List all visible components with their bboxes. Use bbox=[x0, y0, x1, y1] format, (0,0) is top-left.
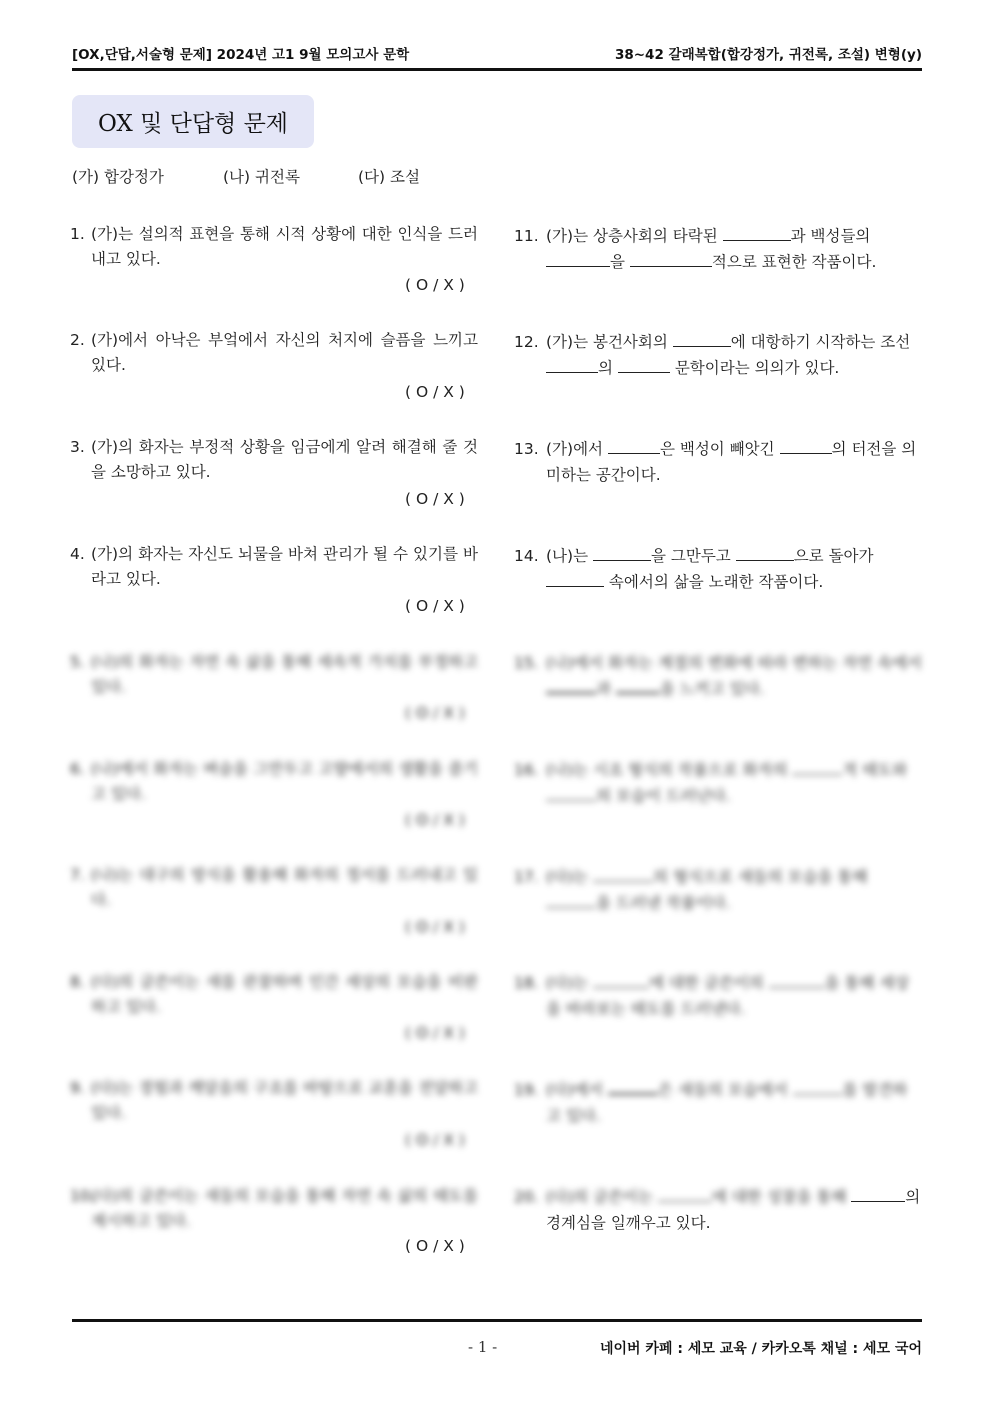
question-number: 16. bbox=[514, 761, 539, 779]
ox-mark-10[interactable]: ( O / X ) bbox=[405, 1237, 465, 1255]
ox-mark-4[interactable]: ( O / X ) bbox=[405, 597, 465, 615]
question-text: (다)는 에 대한 글쓴이의 을 통해 세상을 바라보는 태도를 드러낸다. bbox=[546, 974, 910, 1018]
answer-blank[interactable] bbox=[546, 372, 598, 373]
question-number: 4. bbox=[70, 545, 85, 563]
answer-blank[interactable] bbox=[546, 266, 610, 267]
ox-mark-5[interactable]: ( O / X ) bbox=[405, 704, 465, 722]
question-text: (다)의 글쓴이는 새들의 모습을 통해 자연 속 삶의 태도를 제시하고 있다. bbox=[91, 1187, 478, 1230]
question-text: (나)의 화자는 자연 속 삶을 통해 세속적 가치를 부정하고 있다. bbox=[91, 653, 478, 696]
question-text: (나)는 시조 형식의 작품으로 화자의 적 태도와 의 모습이 드러난다. bbox=[546, 761, 908, 805]
ox-mark-1[interactable]: ( O / X ) bbox=[405, 276, 465, 294]
header-right: 38~42 갈래복합(합강정가, 귀전록, 조설) 변형(y) bbox=[614, 47, 922, 63]
answer-blank[interactable] bbox=[780, 453, 832, 454]
question-text: (가)의 화자는 자신도 뇌물을 바쳐 관리가 될 수 있기를 바라고 있다. bbox=[91, 545, 478, 588]
question-text: (다)의 글쓴이는 새를 관찰하며 인간 세상의 모습을 비판하고 있다. bbox=[91, 973, 478, 1016]
answer-blank[interactable] bbox=[546, 907, 596, 908]
question-number: 19. bbox=[514, 1081, 539, 1099]
footer-text: 네이버 카페 : 세모 교육 / 카카오톡 채널 : 세모 국어 bbox=[599, 1341, 922, 1357]
question-number: 1. bbox=[70, 225, 85, 243]
question-text: (나)는 을 그만두고 으로 돌아가 속에서의 삶을 노래한 작품이다. bbox=[546, 547, 874, 591]
header-left: [OX,단답,서술형 문제] 2024년 고1 9월 모의고사 문학 bbox=[72, 47, 410, 63]
header-rule bbox=[72, 68, 922, 71]
question-text: (가)는 봉건사회의 에 대항하기 시작하는 조선 의 문학이라는 의의가 있다. bbox=[546, 333, 911, 377]
question-number: 2. bbox=[70, 331, 85, 349]
question-number: 8. bbox=[70, 973, 85, 991]
question-number: 11. bbox=[514, 227, 539, 245]
answer-blank[interactable] bbox=[630, 266, 712, 267]
answer-blank[interactable] bbox=[723, 240, 791, 241]
question-number: 9. bbox=[70, 1079, 85, 1097]
question-text: (가)에서 은 백성이 빼앗긴 의 터전을 의미하는 공간이다. bbox=[546, 440, 917, 484]
answer-blank[interactable] bbox=[608, 453, 660, 454]
question-text: (다)의 글쓴이는 에 대한 성찰을 통해 의 경계심을 일깨우고 있다. bbox=[546, 1188, 921, 1232]
question-number: 6. bbox=[70, 760, 85, 778]
page-number: - 1 - bbox=[468, 1338, 498, 1356]
question-text: (가)는 상층사회의 타락된 과 백성들의 을 적으로 표현한 작품이다. bbox=[546, 227, 877, 271]
ox-mark-7[interactable]: ( O / X ) bbox=[405, 918, 465, 936]
question-number: 20. bbox=[514, 1188, 539, 1206]
question-text: (다)에서 은 새들의 모습에서 를 발견하고 있다. bbox=[546, 1081, 908, 1125]
answer-blank[interactable] bbox=[608, 1093, 658, 1095]
answer-blank[interactable] bbox=[851, 1201, 905, 1202]
ox-mark-8[interactable]: ( O / X ) bbox=[405, 1024, 465, 1042]
ox-mark-6[interactable]: ( O / X ) bbox=[405, 811, 465, 829]
question-number: 18. bbox=[514, 974, 539, 992]
answer-blank[interactable] bbox=[593, 560, 651, 561]
question-number: 10. bbox=[70, 1187, 95, 1205]
question-number: 15. bbox=[514, 654, 539, 672]
answer-blank[interactable] bbox=[593, 881, 653, 882]
work-b: (나) 귀전록 bbox=[223, 168, 300, 186]
question-text: (나)에서 화자는 계절의 변화에 따라 변하는 자연 속에서 과 을 느끼고 있다. bbox=[546, 654, 922, 698]
question-text: (가)의 화자는 부정적 상황을 임금에게 알려 해결해 줄 것을 소망하고 있다. bbox=[91, 438, 478, 481]
answer-blank[interactable] bbox=[618, 372, 670, 373]
question-number: 7. bbox=[70, 866, 85, 884]
ox-mark-2[interactable]: ( O / X ) bbox=[405, 383, 465, 401]
question-number: 3. bbox=[70, 438, 85, 456]
section-title: OX 및 단답형 문제 bbox=[72, 95, 314, 148]
question-number: 12. bbox=[514, 333, 539, 351]
question-number: 17. bbox=[514, 868, 539, 886]
answer-blank[interactable] bbox=[673, 346, 731, 347]
question-text: (다)는 의 형식으로 새들의 모습을 통해 을 드러낸 작품이다. bbox=[546, 868, 868, 912]
answer-blank[interactable] bbox=[769, 987, 825, 988]
answer-blank[interactable] bbox=[546, 692, 596, 694]
question-text: (다)는 경험과 깨달음의 구조를 바탕으로 교훈을 전달하고 있다. bbox=[91, 1079, 478, 1122]
answer-blank[interactable] bbox=[593, 987, 649, 988]
answer-blank[interactable] bbox=[792, 774, 842, 775]
work-c: (다) 조설 bbox=[358, 168, 420, 186]
question-text: (나)는 대구의 방식을 활용해 화자의 정서를 드러내고 있다. bbox=[91, 866, 478, 909]
question-number: 14. bbox=[514, 547, 539, 565]
answer-blank[interactable] bbox=[736, 560, 794, 561]
question-text: (나)에서 화자는 벼슬을 그만두고 고향에서의 생활을 즐기고 있다. bbox=[91, 760, 478, 803]
answer-blank[interactable] bbox=[793, 1094, 843, 1095]
question-number: 5. bbox=[70, 653, 85, 671]
ox-mark-9[interactable]: ( O / X ) bbox=[405, 1131, 465, 1149]
question-text: (가)는 설의적 표현을 통해 시적 상황에 대한 인식을 드러내고 있다. bbox=[91, 225, 478, 268]
work-a: (가) 합강정가 bbox=[72, 168, 164, 186]
answer-blank[interactable] bbox=[658, 1201, 712, 1202]
question-text: (가)에서 아낙은 부엌에서 자신의 처지에 슬픔을 느끼고 있다. bbox=[91, 331, 478, 374]
answer-blank[interactable] bbox=[546, 586, 604, 587]
question-number: 13. bbox=[514, 440, 539, 458]
ox-mark-3[interactable]: ( O / X ) bbox=[405, 490, 465, 508]
answer-blank[interactable] bbox=[616, 692, 660, 694]
answer-blank[interactable] bbox=[546, 800, 596, 801]
footer-rule bbox=[72, 1319, 922, 1322]
